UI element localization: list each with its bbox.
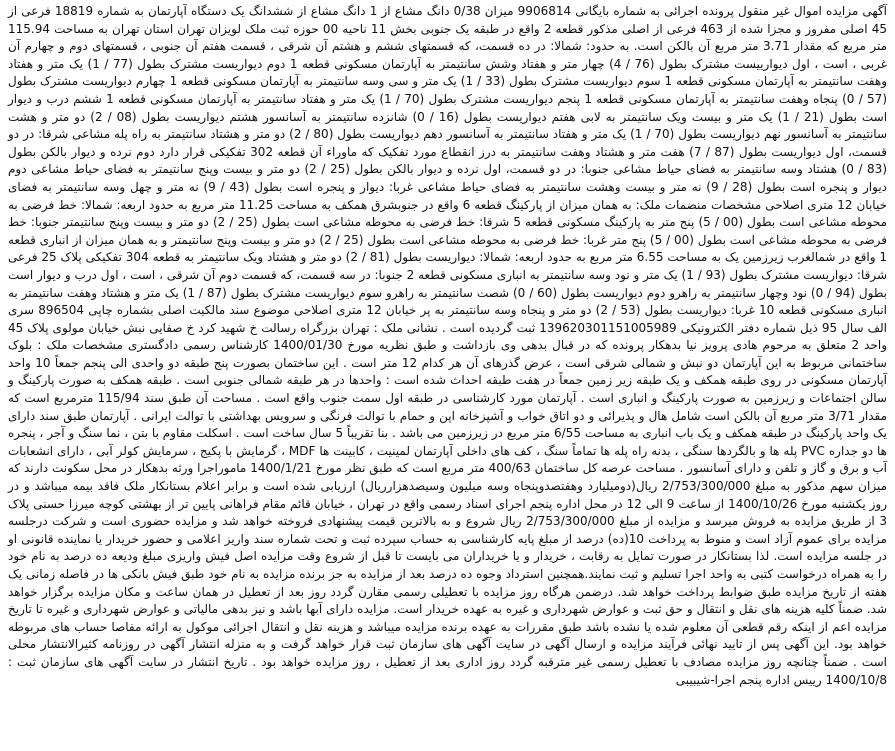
notice-body: آگهی مزایده اموال غیر منقول پرونده اجرائی به شماره بایگانی 9906814 میزان 0/38 دانگ مشاع از 1 دانگ مشاع از ششدانگ یک دستگاه آپارتمان به شماره 18819 فرعی از 45 اصلی مفروز و مجزا شده از 463 فرعی از اصلی مذکور قطعه 2 واقع در طبقه یک جنوبی بخش 11 ناحیه 00 حوزه ثبت ملک لویزان تهران استان تهران به مساحت 115.94 متر مربع که مقدار 3.71 متر مربع آن بالکن است. به حدود: شمالا: در ده قسمت، که قسمتهای ششم و هشتم آن شرقی ، قسمت هفتم آن جنوبی ، قسمتهای دوم و چهارم آن غربی ، است ، اول دیوارییست مشترک بطول (76 / 4) چهار متر و هفتاد وشش سانتیمتر به آپارتمان مسکونی قطعه 1 دوم دیواریست مشترک بطول (77 / 1) یک متر و هفتاد وهفت سانتیمتر به آپارتمان مسکونی قطعه 1 سوم دیواریست مشترک بطول (33 / 1) یک متر و سی وسه سانتیمتر به آپارتمان مسکونی قطعه 1 چهارم دیواریست مشترک بطول (57 / 0) پنجاه وهفت سانتیمتر به آپارتمان مسکونی قطعه 1 پنجم دیواریست مشترک بطول (70 / 1) یک متر و هفتاد سانتیمتر به آپارتمان مسکونی قطعه 1 ششم درب و دیوار است بطول (21 / 1) یک متر و بیست ویک سانتیمتر به لابی هفتم دیواریست بطول (16 / 0) شانزده سانتیمتر به آسانسور هشتم دیواریست بطول (08 / 2) دو متر و هشت سانتیمتر به آسانسور نهم دیواریست بطول (70 / 1) یک متر و هفتاد سانتیمتر به آسانسور دهم دیواریست بطول (80 / 2) دو متر و هشتاد سانتیمتر به راه پله مشاعی شرقا: در دو قسمت، اول دیواریست بطول (87 / 7) هفت متر و هشتاد وهفت سانتیمتر به درز انقطاع مورد تفکیک که ماوراء آن قطعه 302 تفکیکی قرار دارد دوم نرده و دیوار بالکن بطول (83 / 0) هشتاد وسه سانتیمتر به فضای حیاط مشاعی جنوبا: در دو قسمت، اول نرده و دیوار بالکن بطول (25 / 2) دو متر و بیست وپنج سانتیمتر به فضای حیاط مشاعی دوم دیوار و پنجره است بطول (28 / 9) نه متر و بیست وهشت سانتیمتر به فضای حیاط مشاعی غربا: دیوار و پنجره است بطول (43 / 9) نه متر و چهل وسه سانتیمتر به فضای خیابان 12 متری اصلاحی مشخصات منضمات ملک: به همان میزان از پارکینگ قطعه 6 واقع در جنوبشرق همکف به مساحت 11.25 متر مربع به حدود اربعه: شمالا: خط فرضی به محوطه مشاعی است بطول (00 / 5) پنج متر به پارکینگ مسکونی قطعه 5 شرقا: خط فرضی به محوطه مشاعی است بطول (25 / 2) دو متر و بیست وپنج سانتیمتر جنوبا: خط فرضی به محوطه مشاعی است بطول (00 / 5) پنج متر غربا: خط فرضی به محوطه مشاعی است بطول (25 / 2) دو متر و بیست وپنج سانتیمتر و به همان میزان از انباری قطعه 1 واقع در شمالغرب زیرزمین یک به مساحت 6.55 متر مربع به حدود اربعه: شمالا: دیواریست بطول (81 / 2) دو متر و هشتاد ویک سانتیمتر به قطعه 304 تفکیکی پلاک 25 فرعی شرقا: دیواریست مشترک بطول (93 / 1) یک متر و نود وسه سانتیمتر به انباری مسکونی قطعه 2 جنوبا: در سه قسمت، که قسمت دوم آن شرقی ، است ، اول درب و دیوار است بطول (94 / 0) نود وچهار سانتیمتر به راهرو دوم دیواریست بطول (60 / 0) شصت سانتیمتر به راهرو سوم دیواریست مشترک بطول (87 / 1) یک متر و هشتاد وهفت سانتیمتر به انباری مسکونی قطعه 10 غربا: دیواریست بطول (53 / 2) دو متر و پنجاه وسه سانتیمتر به پر خیابان 12 متری اصلاحی موضوع سند مالکیت اصلی بشماره چاپی 896504 سری الف سال 95 ذیل شماره دفتر الکترونیکی 139620301151005989 ثبت گردیده است . نشانی ملک : تهران بزرگراه رسالت خ شهید کرد خ صفایی نبش خیابان مولوی پلاک 45 واحد 2 متعلق به مرحوم هادی پرویز نیا بدهکار پرونده که در قبال بدهی وی بازداشت و طبق نظریه مورخ 1400/01/30 کارشناس رسمی دادگستری مشخصات ملک : بلوک ساختمانی مربوط به این آپارتمان دو نبش و شمالی شرقی است ، عرض گذرهای آن هر کدام 12 متر است . این ساختمان بصورت پنج طبقه دو واحدی الی پنجم جمعاً 10 واحد آپارتمان مسکونی در روی طبقه همکف و یک طبقه زیر زمین جمعاً در هفت طبقه احداث شده است : واحدها در هر طبقه شمالی جنوبی است . طبقه همکف به صورت پارکینگ و سالن اجتماعات و زیرزمین به صورت پارکینگ و انباری است . آپارتمان مورد کارشناسی در طبقه اول سمت جنوب واقع است . مساحت آن طبق سند 115/94 مترمربع است که مقدار 3/71 متر مربع آن بالکن است شامل هال و پذیرائی و دو اتاق خواب و آشپزخانه اپن و حمام با توالت فرنگی و سرویس بهداشتی با توالت ایرانی . آپارتمان طبق سند دارای یک واحد پارکینگ در طبقه همکف و یک باب انباری به مساحت 6/55 متر مربع در زیرزمین می باشد . بنا تقریباً 5 سال ساخت است . اسکلت مقاوم با بتن ، نما سنگ و آجر ، پنجره ها دو جداره PVC پله ها و بالگردها سنگی ، بدنه راه پله ها تماماً سنگ ، کف های داخلی آپارتمان لمینیت ، کابینت ها MDF ، گرمایش با پکیج ، سرمایش کولر آبی ، دارای انشعابات آب و برق و گاز و تلفن و دارای آسانسور . مساحت عرصه کل ساختمان 400/63 متر مربع است که طبق نظر مورخ 1400/1/21 ماموراجرا ورثه بدهکار در محل سکونت دارند که میزان سهم مذکور به مبلغ 2/753/300/000 ریال(دومیلیارد وهفتصدوپنجاه وسه میلیون وسیصدهزارریال) ارزیابی شده است و برابر اعلام بستانکار ملک فاقد بیمه میباشد و در روز یکشنبه مورخ 1400/10/26 از ساعت 9 الی 12 در محل اداره پنجم اجرای اسناد رسمی واقع در تهران ، خیابان قائم مقام فراهانی پایین تر از بهشتی کوچه میرزا حسنی پلاک 3 از طریق مزایده به فروش میرسد و مزایده از مبلغ 2/753/300/000 ریال شروع و به بالاترین قیمت پیشنهادی فروخته خواهد شد و مزایده حضوری است و شرکت درجلسه مزایده برای عموم آزاد است و منوط به پرداخت 10(ده) درصد از مبلغ پایه کارشناسی به حساب سپرده ثبت و تحت شماره سند واریز اعلامی و حضور خریدار یا نماینده قانونی او در جلسه مزایده است. لذا بستانکار در صورت تمایل به رقابت ، خریدار و یا خریداران می بایست تا قبل از شروع وقت مزایده اصل فیش واریزی مبلغ ودیعه ده درصد به نام خود را به همراه درخواست کتبی به واحد اجرا تسلیم و ثبت نمایند.همچنین استرداد وجوه ده درصد بعد از مزایده به جز برنده مزایده به نام خود طبق فیش بانکی ها در فاصله زمانی یک هفته از تاریخ مزایده طبق ضوابط پرداخت خواهد شد. درضمن هرگاه روز مزایده با تعطیلی رسمی مقارن گردد روز بعد از تعطیل در همان ساعت و مکان مزایده برگزار خواهد شد. ضمناً کلیه هزینه های نقل و انتقال و حق ثبت و عوارض شهرداری و غیره به عهده خریدار است. مزایده دارای آبها باشد و نیز بدهی مالیاتی و عوارض شهرداری و غیره تا تاریخ مزایده اعم از اینکه رقم قطعی آن معلوم شده یا نشده باشد طبق مقررات به عهده برنده مزایده میباشد و هزینه نقل و انتقال اجرائی موکول به ارائه مفاصا حساب های مربوطه خواهد بود. این آگهی پس از تایید نهائی فرآیند مزایده و ارسال آگهی در سایت آگهی های سازمان ثبت قرار خواهد گرفت و به منزله انتشار آگهی در روزنامه کثیرالانتشار محلی است . ضمناً چنانچه روز مزایده مصادف با تعطیل رسمی غیر مترقبه گردد روز اداری بعد از تعطیل ، روز مزایده خواهد بود . تاریخ انتشار در سایت آگهی های سازمان ثبت : 1400/10/8 رییس اداره پنجم اجرا-شیبیبی bbox=[8, 4, 888, 687]
